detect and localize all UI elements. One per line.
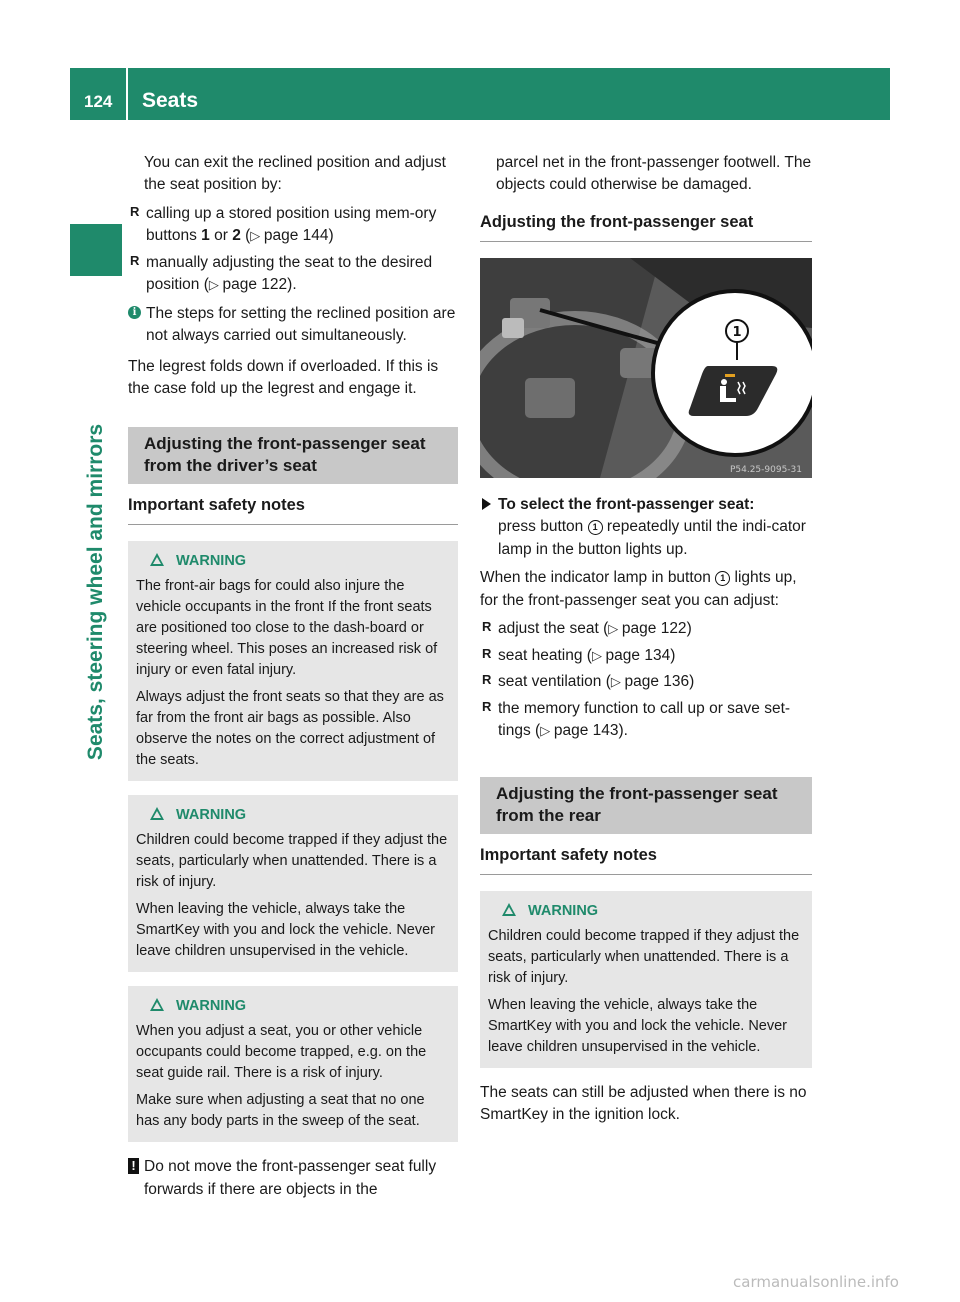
warning-label: WARNING xyxy=(176,806,247,823)
warning-label: WARNING xyxy=(528,902,599,919)
page-reference-arrow-icon: ▷ xyxy=(591,647,606,663)
list-item-text: seat heating ( xyxy=(498,646,592,664)
closing-text: The seats can still be adjusted when there is no SmartKey in the ignition lock. xyxy=(480,1083,807,1124)
adjust-options-list xyxy=(480,618,812,742)
list-item-text: ) xyxy=(328,227,334,245)
subheading: Important safety notes xyxy=(480,844,812,875)
intro-text: You can exit the reclined position and adjust the seat position by: xyxy=(144,154,446,194)
list-item-text: calling up a stored position using mem-ory buttons xyxy=(146,204,437,245)
notice-text: Do not move the front-passenger seat fully forwards if there are objects in the xyxy=(144,1158,437,1198)
chapter-title: Seats, steering wheel and mirrors xyxy=(83,423,107,761)
subheading: Adjusting the front-passenger seat xyxy=(480,211,812,242)
list-item-text: ) xyxy=(689,673,695,691)
bullet-icon: R xyxy=(482,645,492,661)
memory-button-2: 2 xyxy=(232,227,241,245)
list-item-text: seat ventilation ( xyxy=(498,673,611,691)
warning-text: Always adjust the front seats so that they are as far from the front air bags as possible. Also observe the notes on the correct adjustment of the seats. xyxy=(136,688,444,768)
indicator-text xyxy=(480,567,812,612)
header-divider xyxy=(126,68,128,120)
indicator-text-part: lights up, for the front-passenger seat you can adjust: xyxy=(480,569,797,609)
warning-text: Make sure when adjusting a seat that no one has any body parts in the sweep of the seat. xyxy=(136,1092,425,1130)
warning-text: Children could become trapped if they adjust the seats, particularly when unattended. There is a risk of injury. xyxy=(136,831,448,890)
indicator-text-part: When the indicator lamp in button xyxy=(480,569,716,587)
warning-header xyxy=(502,901,804,922)
bullet-icon: R xyxy=(482,619,492,635)
notice-exclamation-icon: ! xyxy=(128,1158,139,1174)
left-column xyxy=(128,152,458,1201)
seat-button-photo xyxy=(480,258,812,478)
notice xyxy=(128,1156,458,1201)
list-item xyxy=(480,671,812,693)
photo-illustration xyxy=(480,258,812,478)
subheading: Important safety notes xyxy=(128,494,458,525)
list-item xyxy=(128,203,458,248)
warning-text: When you adjust a seat, you or other vehicle occupants could become trapped, e.g. on the seat guide rail. There is a risk of injury. xyxy=(136,1023,427,1082)
warning-label: WARNING xyxy=(176,998,247,1015)
warning-triangle-icon xyxy=(502,903,516,916)
warning-triangle-icon xyxy=(150,807,164,820)
exit-options-list xyxy=(128,203,458,297)
list-item xyxy=(128,252,458,297)
list-item xyxy=(480,618,812,640)
chapter-marker xyxy=(70,224,122,276)
page-reference-arrow-icon: ▷ xyxy=(608,621,622,637)
list-item-text: the memory function to call up or save set-tings ( xyxy=(498,699,791,740)
warning-header xyxy=(150,996,450,1017)
info-note xyxy=(128,303,458,348)
continuation-text: parcel net in the front-passenger footwell. The objects could otherwise be damaged. xyxy=(496,154,812,194)
page-reference-arrow-icon: ▷ xyxy=(540,723,554,739)
legrest-text: The legrest folds down if overloaded. If this is the case fold up the legrest and engage it. xyxy=(128,357,439,398)
list-item-text: ) xyxy=(686,620,692,638)
warning-text: The front-air bags for could also injure the vehicle occupants in the front If the front seats are positioned too close to the dash-board or steering wheel. This poses an increased risk of injury or even fatal injury. xyxy=(136,577,438,678)
memory-button-1: 1 xyxy=(201,227,210,245)
bullet-icon: R xyxy=(482,672,492,688)
footer-watermark: carmanualsonline.info xyxy=(733,1273,899,1291)
page-header xyxy=(70,68,890,120)
section-title: Adjusting the front-passenger seat from the rear xyxy=(480,777,812,834)
step-text xyxy=(498,516,812,561)
warning-triangle-icon xyxy=(150,553,164,566)
warning-header xyxy=(150,551,450,572)
button-1-callout: 1 xyxy=(715,571,730,586)
warning-box xyxy=(128,795,458,972)
page-reference[interactable]: page 122 xyxy=(222,276,288,294)
instruction-step xyxy=(480,494,812,561)
page-reference[interactable]: page 143 xyxy=(553,722,619,740)
section-title: Adjusting the front-passenger seat from the driver’s seat xyxy=(128,427,458,484)
warning-header xyxy=(150,805,450,826)
warning-text: When leaving the vehicle, always take the SmartKey with you and lock the vehicle. Never leave children unsupervised in the vehicle. xyxy=(136,901,435,960)
page-reference-arrow-icon: ▷ xyxy=(610,674,625,690)
warning-triangle-icon xyxy=(150,998,164,1011)
step-title: To select the front-passenger seat: xyxy=(498,495,755,513)
page-reference-arrow-icon: ▷ xyxy=(208,277,223,293)
info-icon: i xyxy=(128,306,141,319)
list-item-text: manually adjusting the seat to the desired position ( xyxy=(146,253,433,294)
page-reference[interactable]: page 144 xyxy=(263,227,329,245)
page-reference[interactable]: page 122 xyxy=(621,620,687,638)
list-item-text: adjust the seat ( xyxy=(498,620,609,638)
step-arrow-icon xyxy=(482,498,491,510)
page-number: 124 xyxy=(84,92,113,111)
callout-number: 1 xyxy=(732,324,742,340)
warning-text: Children could become trapped if they adjust the seats, particularly when unattended. There is a risk of injury. xyxy=(488,927,800,986)
bullet-icon: R xyxy=(130,203,140,219)
page-reference[interactable]: page 136 xyxy=(624,673,690,691)
list-item-text: or xyxy=(209,227,233,245)
header-title: Seats xyxy=(142,89,199,112)
page-reference[interactable]: page 134 xyxy=(605,646,671,664)
step-text-part: repeatedly until the indi-cator lamp in the button lights up. xyxy=(498,518,806,558)
list-item-text: ). xyxy=(287,276,297,294)
button-1-callout: 1 xyxy=(588,520,603,535)
bullet-icon: R xyxy=(130,252,140,268)
step-text-part: press button xyxy=(498,518,588,536)
bullet-icon: R xyxy=(482,698,492,714)
page-reference-arrow-icon: ▷ xyxy=(250,228,264,244)
warning-text: When leaving the vehicle, always take the SmartKey with you and lock the vehicle. Never leave children unsupervised in the vehicle. xyxy=(488,996,787,1055)
warning-box xyxy=(128,986,458,1142)
warning-box xyxy=(128,541,458,781)
list-item-text: ( xyxy=(240,227,251,245)
warning-box xyxy=(480,891,812,1068)
right-column xyxy=(480,152,812,1133)
photo-code: P54.25-9095-31 xyxy=(729,464,802,475)
info-text: The steps for setting the reclined position are not always carried out simultaneously. xyxy=(146,304,456,345)
list-item-text: ) xyxy=(670,646,676,664)
list-item xyxy=(480,645,812,667)
list-item xyxy=(480,698,812,743)
list-item-text: ). xyxy=(618,722,628,740)
warning-label: WARNING xyxy=(176,552,247,569)
